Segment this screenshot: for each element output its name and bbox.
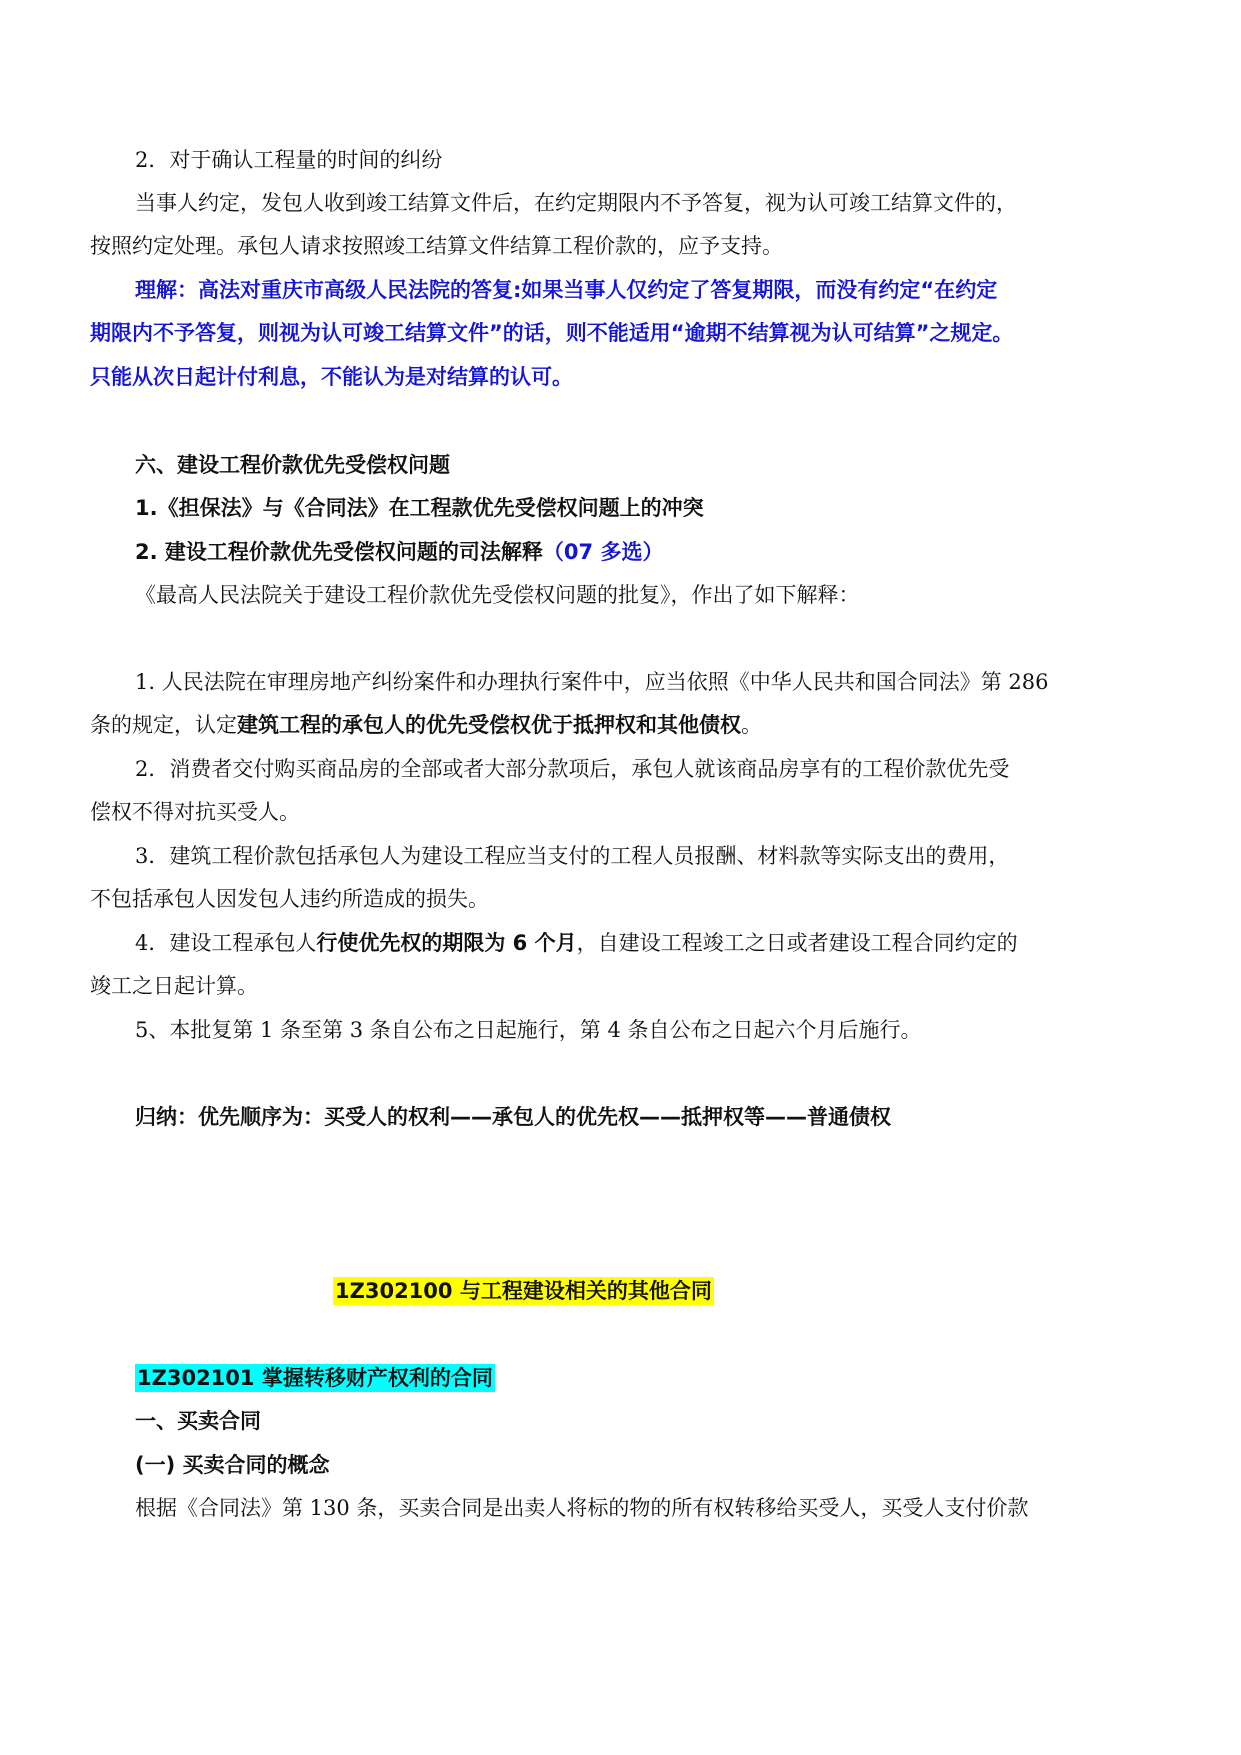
note-line: 期限内不予答复，则视为认可竣工结算文件”的话，则不能适用“逾期不结算视为认可结算”之规定。: [90, 321, 1014, 345]
section-6-heading: 六、建设工程价款优先受偿权问题: [135, 453, 450, 477]
paragraph-line: 按照约定处理。承包人请求按照竣工结算文件结算工程价款的，应予支持。: [90, 234, 783, 258]
summary-line: 归纳：优先顺序为：买受人的权利——承包人的优先权——抵押权等——普通债权: [135, 1105, 891, 1129]
section-title-text: 1Z302101 掌握转移财产权利的合同: [137, 1366, 493, 1390]
section-title: [135, 1363, 1100, 1393]
rule-2-line: 偿权不得对抗买受人。: [90, 800, 300, 824]
paragraph-line: 当事人约定，发包人收到竣工结算文件后，在约定期限内不予答复，视为认可竣工结算文件的，: [135, 191, 1017, 215]
rule-3-line: 不包括承包人因发包人违约所造成的损失。: [90, 887, 489, 911]
subheading: 一、买卖合同: [135, 1409, 261, 1433]
rule-1-line: 1. 人民法院在审理房地产纠纷案件和办理执行案件中，应当依照《中华人民共和国合同法》第 286: [135, 670, 1049, 694]
section-2-heading: 2．对于确认工程量的时间的纠纷: [135, 148, 443, 172]
rule-4-emphasis: 行使优先权的期限为 6 个月: [316, 931, 577, 955]
section-6-intro: 《最高人民法院关于建设工程价款优先受偿权问题的批复》，作出了如下解释：: [135, 583, 860, 607]
paragraph-line: 根据《合同法》第 130 条，买卖合同是出卖人将标的物的所有权转移给买受人，买受人支付价款: [135, 1496, 1029, 1520]
rule-1-line: [90, 710, 1100, 740]
rule-1-text: 。: [741, 713, 762, 737]
rule-4-line: 竣工之日起计算。: [90, 974, 258, 998]
note-line: 理解：高法对重庆市高级人民法院的答复:如果当事人仅约定了答复期限，而没有约定“在约定: [135, 278, 998, 302]
subheading: (一) 买卖合同的概念: [135, 1453, 330, 1477]
rule-4-text: 4．建设工程承包人: [135, 931, 317, 955]
rule-1-emphasis: 建筑工程的承包人的优先受偿权优于抵押权和其他债权: [237, 713, 741, 737]
item-2-text: 2. 建设工程价款优先受偿权问题的司法解释: [135, 540, 543, 564]
section-6-item-2: [135, 537, 1100, 567]
chapter-title: [333, 1276, 1033, 1306]
section-6-item-1: 1.《担保法》与《合同法》在工程款优先受偿权问题上的冲突: [135, 496, 704, 520]
note-line: 只能从次日起计付利息，不能认为是对结算的认可。: [90, 365, 573, 389]
rule-4-text: ，自建设工程竣工之日或者建设工程合同约定的: [576, 931, 1018, 955]
rule-3-line: 3．建筑工程价款包括承包人为建设工程应当支付的工程人员报酬、材料款等实际支出的费用，: [135, 844, 1010, 868]
exam-tag: （07 多选）: [542, 540, 664, 564]
rule-5-line: 5、本批复第 1 条至第 3 条自公布之日起施行，第 4 条自公布之日起六个月后施行。: [135, 1018, 922, 1042]
rule-4-line: [135, 928, 1100, 958]
rule-1-text: 条的规定，认定: [90, 713, 237, 737]
chapter-title-text: 1Z302100 与工程建设相关的其他合同: [335, 1279, 712, 1303]
rule-2-line: 2．消费者交付购买商品房的全部或者大部分款项后，承包人就该商品房享有的工程价款优先受: [135, 757, 1010, 781]
